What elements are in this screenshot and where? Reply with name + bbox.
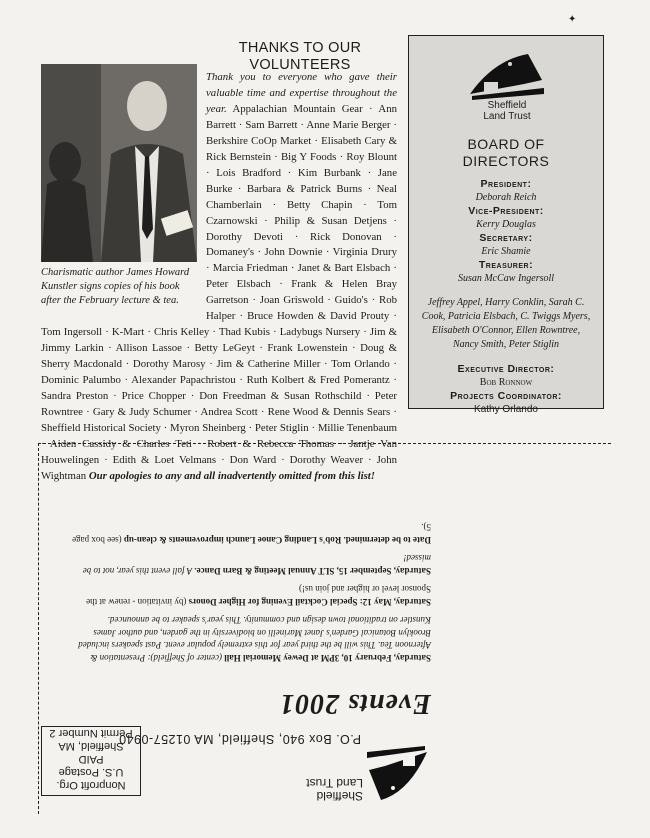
executive-director-label: Executive Director: bbox=[457, 363, 555, 375]
board-title-line1: BOARD OF bbox=[467, 136, 545, 152]
mailing-panel-rotated bbox=[39, 444, 611, 814]
executive-director-name: Bob Ronnow bbox=[479, 377, 533, 388]
logo-line1: Sheffield bbox=[487, 100, 527, 111]
return-address-name bbox=[306, 776, 363, 802]
vice-president-name: Kerry Douglas bbox=[476, 219, 536, 230]
event-heading: Saturday, September 15, SLT Annual Meeting & Barn Dance. bbox=[194, 566, 431, 576]
volunteers-heading-line2: VOLUNTEERS bbox=[249, 57, 351, 73]
treasurer-name: Susan McCaw Ingersoll bbox=[457, 273, 555, 284]
land-trust-logo-icon bbox=[365, 744, 431, 804]
volunteers-heading bbox=[200, 40, 400, 74]
event-item bbox=[71, 552, 431, 577]
president-label: President: bbox=[480, 178, 532, 190]
events-title: Events 2001 bbox=[279, 688, 431, 719]
event-item bbox=[71, 583, 431, 608]
board-officers bbox=[415, 178, 597, 416]
logo-text bbox=[464, 100, 550, 122]
event-heading: Saturday, May 12: Special Cocktail Evening for Higher Donors bbox=[188, 597, 431, 607]
event-body: (see box page 5). bbox=[72, 522, 431, 545]
photo-caption: Charismatic author James Howard Kunstler signs copies of his book after the February lecture & tea. bbox=[41, 267, 190, 306]
return-address-logo bbox=[365, 744, 431, 804]
vice-president-label: Vice-President: bbox=[468, 205, 544, 217]
return-name-line1: Sheffield bbox=[316, 789, 363, 803]
logo-line2: Land Trust bbox=[483, 111, 531, 122]
return-address: P.O. Box 940, Sheffield, MA 01257-0940 bbox=[118, 732, 361, 746]
postage-line5: Permit Number 2 bbox=[49, 727, 133, 739]
postage-line3: PAID bbox=[78, 753, 104, 765]
projects-coordinator-label: Projects Coordinator: bbox=[450, 390, 562, 402]
land-trust-logo bbox=[464, 50, 550, 134]
land-trust-logo-icon bbox=[464, 50, 550, 102]
treasurer-label: Treasurer: bbox=[478, 259, 534, 271]
event-heading: Date to be determined. Rob's Landing Canoe Launch improvements & clean-up bbox=[123, 535, 431, 545]
event-item bbox=[71, 521, 431, 546]
volunteers-apology: Our apologies to any and all inadvertently omitted from this list! bbox=[88, 469, 375, 482]
secretary-label: Secretary: bbox=[479, 232, 533, 244]
photo-spacer bbox=[41, 70, 206, 318]
volunteer-list bbox=[41, 70, 397, 485]
events-list bbox=[71, 515, 431, 664]
postage-line4: Sheffield, MA bbox=[58, 740, 124, 752]
mailing-panel bbox=[38, 443, 611, 814]
president-name: Deborah Reich bbox=[475, 192, 537, 203]
event-heading: Saturday, February 10, 3PM at Dewey Memorial Hall bbox=[224, 653, 431, 663]
board-title bbox=[409, 136, 603, 170]
board-members: Jeffrey Appel, Harry Conklin, Sarah C. Cook, Patricia Elsbach, C. Twiggs Myers, Elisabeth O'Connor, Ellen Rowntree, Nancy Smith, Peter Stiglin bbox=[421, 297, 591, 350]
return-name-line2: Land Trust bbox=[306, 776, 363, 790]
board-of-directors-box bbox=[408, 35, 604, 415]
volunteer-names: Appalachian Mountain Gear · Ann Barrett · Sam Barrett · Anne Marie Berger · Berkshire CoOp Market · Elisabeth Cary & Rick Bernstein · Big Y Foods · Roy Blount · Lois Bradford · Kim Burbank · Jane Burke · Barbara & Patrick Burns · Neal Chamberlain · Betty Chapin · Tom Czarnowski · Philip & Susan Detjens · Dorothy Devoti · Rick Donovan · Domaney's · John Downie · Virginia Drury · Marcia Friedman · Janet & Bart Elsbach · Peter Elsbach · Frank & Helen Bray Garretson · Joan Griswold · Guido's · Rob Halper · Bruce Howden & David Prouty · Tom Ingersoll · K-Mart · Chris Kelley · Thad Kubis · Ladybugs Nursery · Jim & Jimmy Larkin · Allison Lassoe · Betty LeGeyt · Frank Lowenstein · Doug & Sherry Macdonald · Dorothy Marosy · Jim & Catherine Miller · Tom Orlando · Dominic Palumbo · Alexander Papachristou · Ruth Kolbert & Fred Pomerantz · Sandra Preston · Price Chopper · Don Freedman & Susan Rothschild · Peter Rowntree · Gary & Judy Schumer · Andrea Scott · Rene Wood & Dennis Sears · Sheffield Historical Society · Myron Sheinberg · Peter Stiglin · Millie Tenenbaum · Aiden Cassidy & Charles Teti · Robert & Rebecca Thomas · Jantje Van Houwelingen · Edith & Loet Velmans · Don Ward · Dorothy Weaver · John Wightman bbox=[41, 102, 397, 482]
board-title-line2: DIRECTORS bbox=[462, 153, 550, 169]
volunteers-intro: Thank you to everyone who gave their valuable time and expertise throughout the year. bbox=[206, 71, 397, 115]
projects-coordinator-name: Kathy Orlando bbox=[474, 404, 538, 415]
postage-indicia bbox=[41, 726, 141, 796]
event-body: (by invitation - renew at the Sponsor level or higher and join us!) bbox=[86, 584, 431, 607]
postage-line1: Nonprofit Org. bbox=[56, 779, 126, 791]
volunteers-heading-line1: THANKS TO OUR bbox=[238, 40, 362, 56]
event-body: (center of Sheffield): Presentation & Afternoon Tea. This will be the third year for this extremely popular event. Past speakers included Brooklyn Botanical Garden's Janet Marinelli on biodiversity in the garden, and author James Kunstler on traditional town design and community. This year's speaker to be announced. bbox=[78, 615, 431, 663]
event-item bbox=[71, 614, 431, 664]
event-body: A fall event this year, not to be missed! bbox=[82, 553, 431, 576]
corner-mark: ✦ bbox=[568, 14, 577, 25]
secretary-name: Eric Shamie bbox=[481, 246, 531, 257]
postage-line2: U.S. Postage bbox=[58, 766, 124, 778]
